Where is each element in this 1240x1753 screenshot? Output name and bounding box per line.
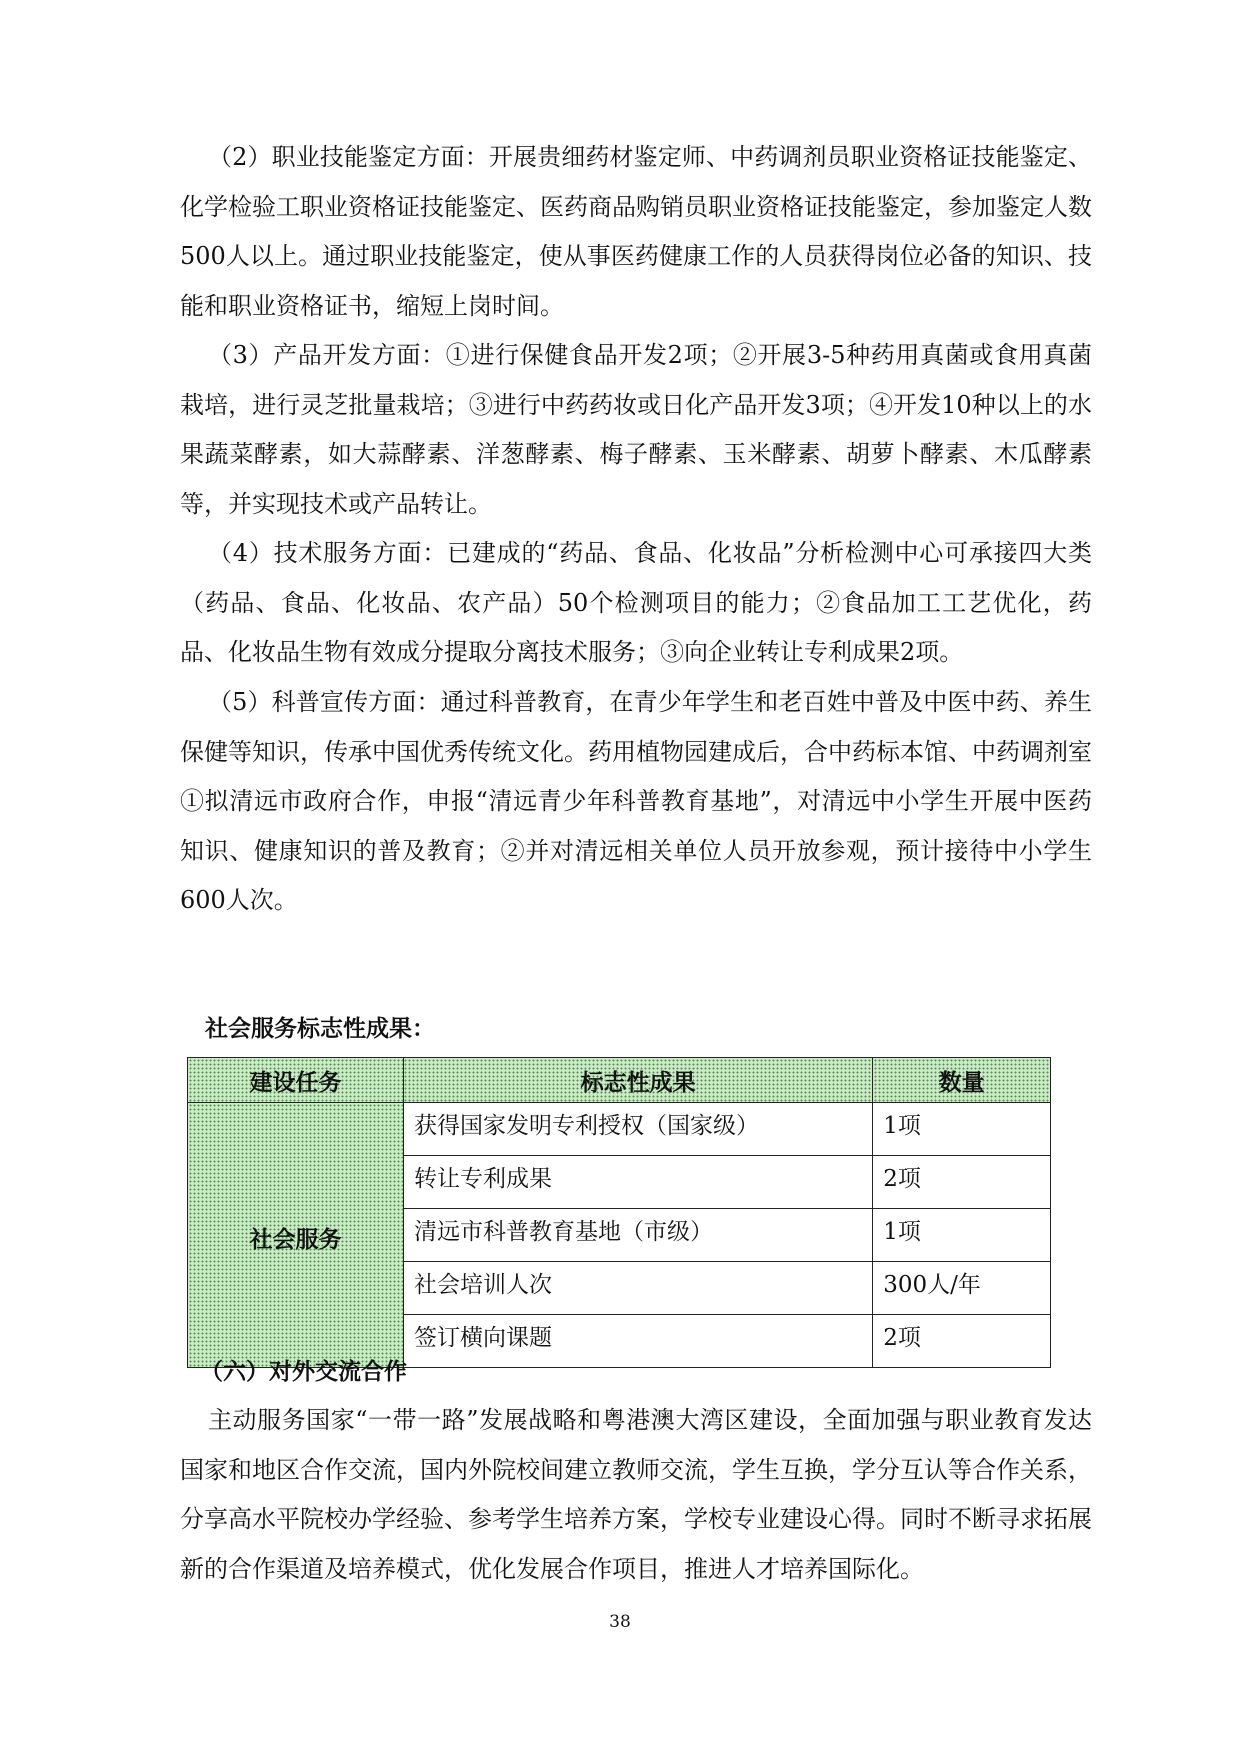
table-caption: 社会服务标志性成果： [205, 1016, 435, 1042]
achievement-cell: 清远市科普教育基地（市级） [403, 1209, 872, 1262]
achievement-cell: 签订横向课题 [403, 1315, 872, 1368]
section-heading: （六）对外交流合作 [200, 1359, 407, 1385]
quantity-cell: 300人/年 [873, 1262, 1051, 1315]
paragraph-technical-service: （4）技术服务方面：已建成的“药品、食品、化妆品”分析检测中心可承接四大类（药品、食品、化妆品、农产品）50个检测项目的能力；②食品加工工艺优化，药品、化妆品生物有效成分提取分离技术服务；③向企业转让专利成果2项。 [180, 539, 1092, 666]
paragraph-skill-appraisal: （2）职业技能鉴定方面：开展贵细药材鉴定师、中药调剂员职业资格证技能鉴定、化学检验工职业资格证技能鉴定、医药商品购销员职业资格证技能鉴定，参加鉴定人数500人以上。通过职业技能鉴定，使从事医药健康工作的人员获得岗位必备的知识、技能和职业资格证书，缩短上岗时间。 [180, 143, 1092, 320]
quantity-cell: 2项 [873, 1156, 1051, 1209]
header-quantity: 数量 [873, 1058, 1051, 1103]
quantity-cell: 1项 [873, 1103, 1051, 1156]
quantity-cell: 2项 [873, 1315, 1051, 1368]
table-row [188, 1103, 1051, 1156]
achievement-table [187, 1057, 1051, 1368]
paragraph-international-exchange: 主动服务国家“一带一路”发展战略和粤港澳大湾区建设，全面加强与职业教育发达国家和地区合作交流，国内外院校间建立教师交流，学生互换，学分互认等合作关系，分享高水平院校办学经验、参考学生培养方案，学校专业建设心得。同时不断寻求拓展新的合作渠道及培养模式，优化发展合作项目，推进人才培养国际化。 [180, 1406, 1092, 1583]
paragraph-product-development: （3）产品开发方面：①进行保健食品开发2项；②开展3-5种药用真菌或食用真菌栽培，进行灵芝批量栽培；③进行中药药妆或日化产品开发3项；④开发10种以上的水果蔬菜酵素，如大蒜酵素、洋葱酵素、梅子酵素、玉米酵素、胡萝卜酵素、木瓜酵素等，并实现技术或产品转让。 [180, 341, 1092, 518]
header-achievement: 标志性成果 [403, 1058, 872, 1103]
achievement-cell: 获得国家发明专利授权（国家级） [403, 1103, 872, 1156]
page-number: 38 [609, 1612, 631, 1632]
header-task: 建设任务 [188, 1058, 404, 1103]
task-cell: 社会服务 [188, 1103, 404, 1368]
achievement-cell: 社会培训人次 [403, 1262, 872, 1315]
table-header-row [188, 1058, 1051, 1103]
achievement-cell: 转让专利成果 [403, 1156, 872, 1209]
quantity-cell: 1项 [873, 1209, 1051, 1262]
paragraph-science-popularization: （5）科普宣传方面：通过科普教育，在青少年学生和老百姓中普及中医中药、养生保健等知识，传承中国优秀传统文化。药用植物园建成后，合中药标本馆、中药调剂室①拟清远市政府合作，申报“清远青少年科普教育基地”，对清远中小学生开展中医药知识、健康知识的普及教育；②并对清远相关单位人员开放参观，预计接待中小学生600人次。 [180, 688, 1092, 914]
